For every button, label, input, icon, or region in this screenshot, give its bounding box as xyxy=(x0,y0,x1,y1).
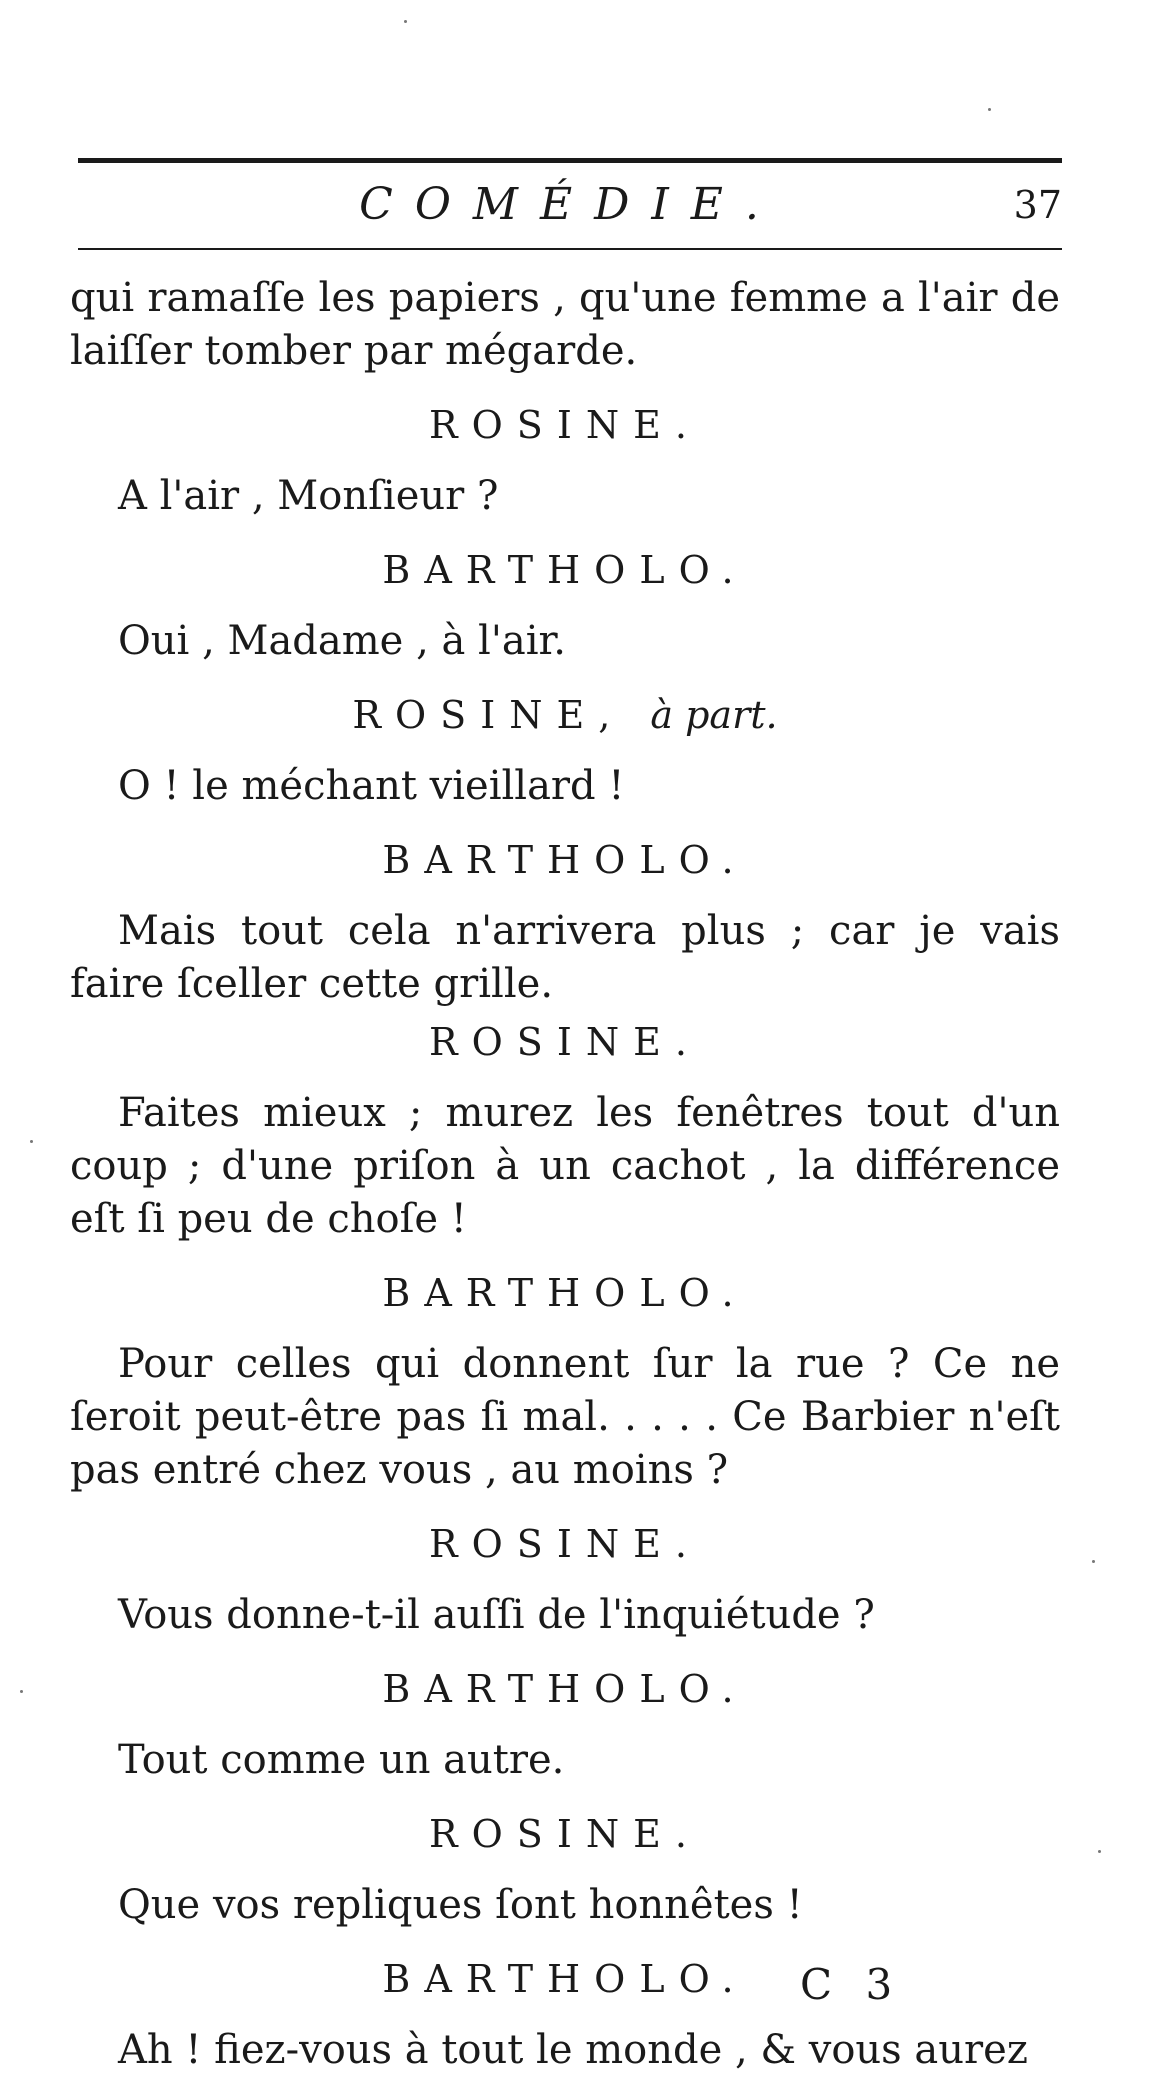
play-text xyxy=(70,272,1060,2077)
paper-speck xyxy=(404,20,407,23)
speaker-heading: ROSINE. xyxy=(429,403,701,447)
paper-speck xyxy=(988,108,991,111)
page-number: 37 xyxy=(1013,183,1062,227)
dialogue-line: Faites mieux ; murez les fenêtres tout d'un coup ; d'une priſon à un cachot , la différence eſt ſi peu de choſe ! xyxy=(70,1090,1060,1242)
speaker-heading: ROSINE. xyxy=(429,1020,701,1064)
dialogue-line: Tout comme un autre. xyxy=(118,1737,565,1783)
dialogue-line: A l'air , Monſieur ? xyxy=(118,473,499,519)
dialogue-line: Vous donne-t-il auſſi de l'inquiétude ? xyxy=(118,1592,875,1638)
speaker-heading: ROSINE. xyxy=(429,1812,701,1856)
speaker-heading: BARTHOLO. xyxy=(382,1957,748,2001)
header-rule-top xyxy=(78,158,1062,163)
paper-speck xyxy=(30,1140,33,1143)
running-head xyxy=(78,175,1062,235)
speaker-heading: BARTHOLO. xyxy=(382,1667,748,1711)
stage-direction: à part. xyxy=(650,693,778,737)
speaker-heading: ROSINE. xyxy=(429,1522,701,1566)
dialogue-line: Pour celles qui donnent ſur la rue ? Ce ne ſeroit peut-être pas ſi mal. . . . . Ce Barbier n'eſt pas entré chez vous , au moins ? xyxy=(70,1341,1060,1493)
dialogue-line: Que vos repliques ſont honnêtes ! xyxy=(118,1882,803,1928)
continuation-paragraph: qui ramaſſe les papiers , qu'une femme a l'air de laiſſer tomber par mégarde. xyxy=(70,275,1060,374)
speaker-heading: BARTHOLO. xyxy=(382,548,748,592)
dialogue-line: Ah ! fiez-vous à tout le monde , & vous aurez xyxy=(118,2027,1028,2073)
running-title: COMÉDIE. xyxy=(359,179,781,230)
header-rule-bottom xyxy=(78,248,1062,250)
dialogue-line: Oui , Madame , à l'air. xyxy=(118,618,566,664)
dialogue-line: Mais tout cela n'arrivera plus ; car je vais faire ſceller cette grille. xyxy=(70,908,1060,1007)
speaker-heading: BARTHOLO. xyxy=(382,1271,748,1315)
paper-speck xyxy=(1098,1850,1101,1853)
signature-mark: C 3 xyxy=(800,1960,903,2009)
paper-speck xyxy=(1092,1560,1095,1563)
speaker-heading-with-aside xyxy=(70,690,1060,740)
speaker-name: ROSINE, xyxy=(352,693,625,737)
paper-speck xyxy=(20,1690,23,1693)
dialogue-line: O ! le méchant vieillard ! xyxy=(118,763,625,809)
speaker-heading: BARTHOLO. xyxy=(382,838,748,882)
